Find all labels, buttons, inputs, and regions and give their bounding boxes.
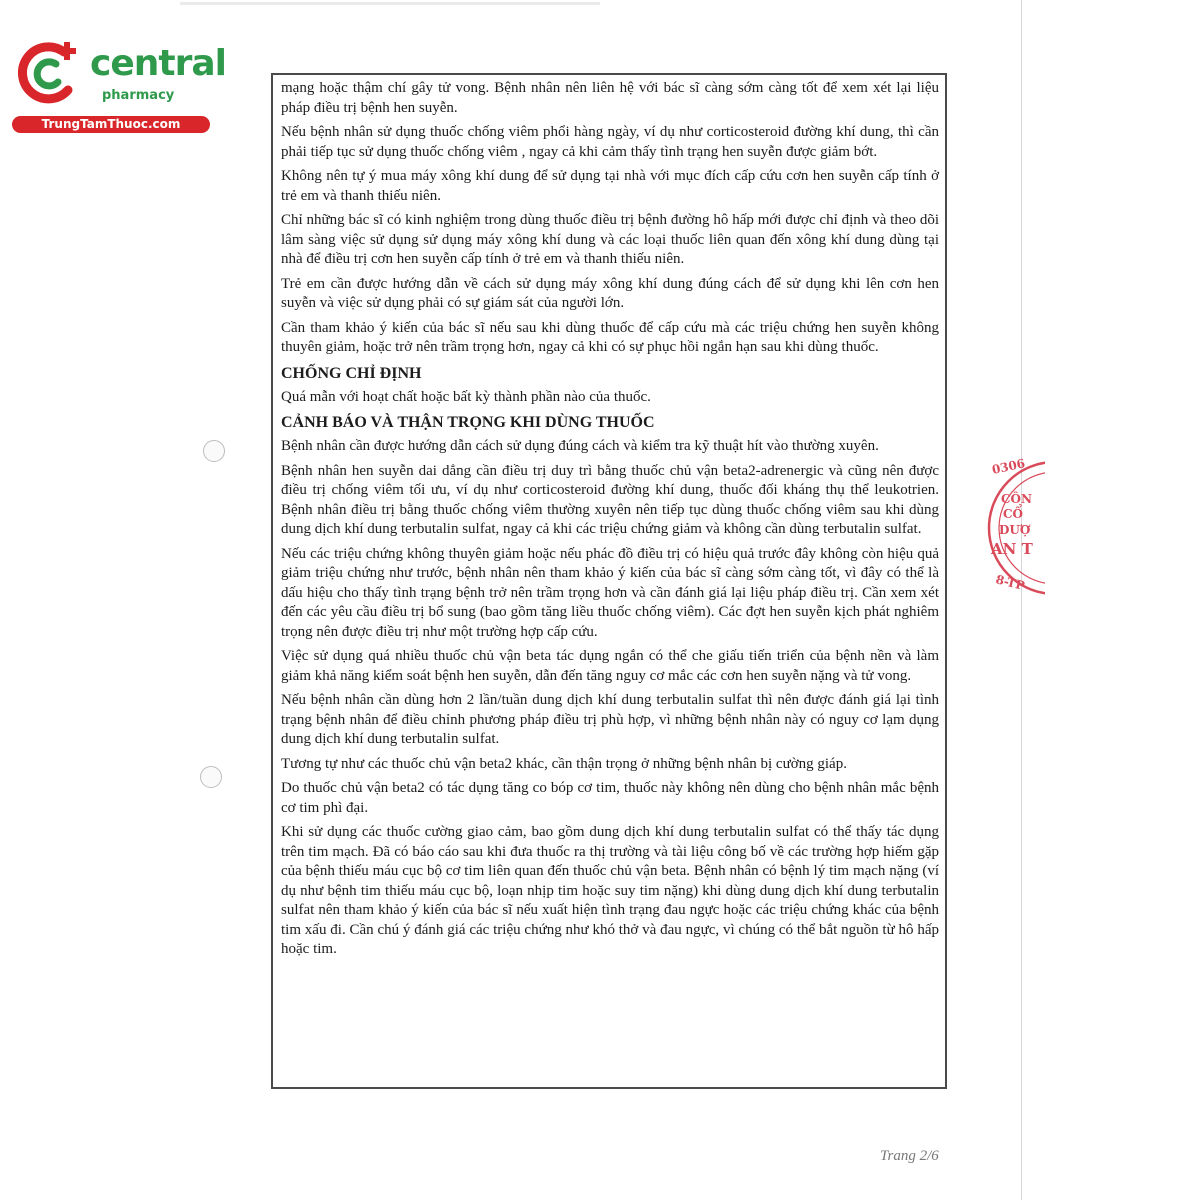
svg-text:8-TP: 8-TP [994, 572, 1027, 593]
document-content-box [271, 73, 947, 1089]
paragraph: Trẻ em cần được hướng dẫn về cách sử dụng máy xông khí dung đúng cách để sử dụng khi lên cơn hen suyễn và việc sử dụng phải có sự giám sát của người lớn. [281, 275, 939, 311]
logo-name: central [90, 43, 226, 84]
section-heading-contraindications: CHỐNG CHỈ ĐỊNH [281, 364, 422, 382]
paragraph: Khi sử dụng các thuốc cường giao cảm, bao gồm dung dịch khí dung terbutalin sulfat có thể thấy tác dụng trên tim mạch. Đã có báo cáo sau khi đưa thuốc ra thị trường và tài liệu công bố về các trường hợp hiếm gặp của bệnh thiếu máu cục bộ cơ tim liên quan đến thuốc chủ vận beta. Bệnh nhân có bệnh lý tim mạch nặng (ví dụ như bệnh tim thiếu máu cục bộ, loạn nhịp tim hoặc suy tim nặng) khi dùng dung dịch khí dung terbutalin sulfat nên tham khảo ý kiến của bác sĩ nếu xuất hiện tình trạng đau ngực hoặc các triệu chứng khác của bệnh tim xấu đi. Cần chú ý đánh giá các triệu chứng như khó thở và đau ngực, vì chúng có thể bắt nguồn từ hô hấp hoặc tim. [281, 824, 939, 957]
paragraph: mạng hoặc thậm chí gây tử vong. Bệnh nhân nên liên hệ với bác sĩ càng sớm càng tốt để xem xét lại liệu pháp điều trị bệnh hen suyễn. [281, 80, 939, 116]
paragraph: Không nên tự ý mua máy xông khí dung để sử dụng tại nhà với mục đích cấp cứu cơn hen suyễn cấp tính ở trẻ em và thanh thiếu niên. [281, 168, 939, 204]
page-number: Trang 2/6 [880, 1148, 939, 1164]
paragraph: Tương tự như các thuốc chủ vận beta2 khác, cần thận trọng ở những bệnh nhân bị cường giáp. [281, 755, 847, 772]
central-logo-icon [12, 38, 82, 108]
svg-text:AN T: AN T [991, 540, 1033, 558]
section-heading-warnings: CẢNH BÁO VÀ THẬN TRỌNG KHI DÙNG THUỐC [281, 414, 655, 431]
svg-text:DƯỢ: DƯỢ [999, 523, 1031, 537]
svg-text:CÔN: CÔN [1001, 492, 1032, 506]
paragraph: Nếu bệnh nhân sử dụng thuốc chống viêm phổi hàng ngày, ví dụ như corticosteroid đường khí dung, thì cần phải tiếp tục sử dụng thuốc chống viêm , ngay cả khi cảm thấy tình trạng hen suyễn được giảm bớt. [281, 124, 939, 160]
paragraph: Nếu các triệu chứng không thuyên giảm hoặc nếu phác đồ điều trị có hiệu quả trước đây không còn hiệu quả giảm triệu chứng như trước, bệnh nhân nên tham khảo ý kiến của bác sĩ càng sớm càng tốt, vì đây có thể là dấu hiệu cho thấy tình trạng bệnh trở nên trầm trọng hơn và cần đánh giá lại liệu pháp điều trị. Cần xem xét đến các yêu cầu điều trị bổ sung (bao gồm tăng liều thuốc chống viêm). Các đợt hen suyễn kịch phát nghiêm trọng nên được điều trị như một trường hợp cấp cứu. [281, 545, 939, 640]
logo-subtitle: pharmacy [102, 88, 175, 103]
logo-url[interactable]: TrungTamThuoc.com [12, 116, 210, 133]
paragraph: Nếu bệnh nhân cần dùng hơn 2 lần/tuần dung dịch khí dung terbutalin sulfat thì nên được đánh giá lại tình trạng bệnh nhân để điều chỉnh phương pháp điều trị phù hợp, vì những bệnh nhân này có nguy cơ lạm dụng dung dịch khí dung terbutalin sulfat. [281, 692, 939, 747]
svg-text:0306: 0306 [990, 456, 1027, 477]
central-pharmacy-logo[interactable] [12, 38, 226, 134]
company-stamp [985, 448, 1045, 608]
paragraph: Cần tham khảo ý kiến của bác sĩ nếu sau khi dùng thuốc để cấp cứu mà các triệu chứng hen suyễn không thuyên giảm, hoặc trở nên trầm trọng hơn, ngay cả khi có sự phục hồi ngắn hạn sau khi dùng thuốc. [281, 319, 939, 355]
paragraph: Bệnh nhân cần được hướng dẫn cách sử dụng đúng cách và kiểm tra kỹ thuật hít vào thường xuyên. [281, 438, 879, 454]
paragraph: Việc sử dụng quá nhiều thuốc chủ vận beta tác dụng ngắn có thể che giấu tiến triển của bệnh nền và làm giảm khả năng kiểm soát bệnh hen suyễn, dẫn đến tăng nguy cơ mắc các cơn hen suyễn nặng và tử vong. [281, 648, 939, 684]
punch-hole [203, 440, 225, 462]
paragraph: Chỉ những bác sĩ có kinh nghiệm trong dùng thuốc điều trị bệnh đường hô hấp mới được chỉ định và theo dõi lâm sàng việc sử dụng sử dụng máy xông khí dung và các loại thuốc liên quan đến xông khí dung dùng tại nhà để điều trị cơn hen suyễn cấp tính ở trẻ em và thanh thiếu niên. [281, 212, 939, 267]
paragraph: Do thuốc chủ vận beta2 có tác dụng tăng co bóp cơ tim, thuốc này không nên dùng cho bệnh nhân mắc bệnh cơ tim phì đại. [281, 780, 939, 816]
svg-text:CỔ: CỔ [1003, 507, 1024, 521]
punch-hole [200, 766, 222, 788]
paragraph: Bệnh nhân hen suyễn dai dẳng cần điều trị duy trì bằng thuốc chủ vận beta2-adrenergic và cũng nên được điều trị chống viêm tối ưu, ví dụ như corticosteroid đường khí dung, thuốc đối kháng thụ thể leukotrien. Bệnh nhân điều trị bằng thuốc chống viêm thường xuyên nên tiếp tục dùng thuốc chống viêm sau khi dùng dung dịch khí dung terbutalin sulfat, ngay cả khi các triệu chứng giảm và không cần dùng terbutalin sulfat. [281, 462, 939, 537]
page-top-strip [180, 2, 600, 5]
paragraph: Quá mẫn với hoạt chất hoặc bất kỳ thành phần nào của thuốc. [281, 388, 651, 405]
